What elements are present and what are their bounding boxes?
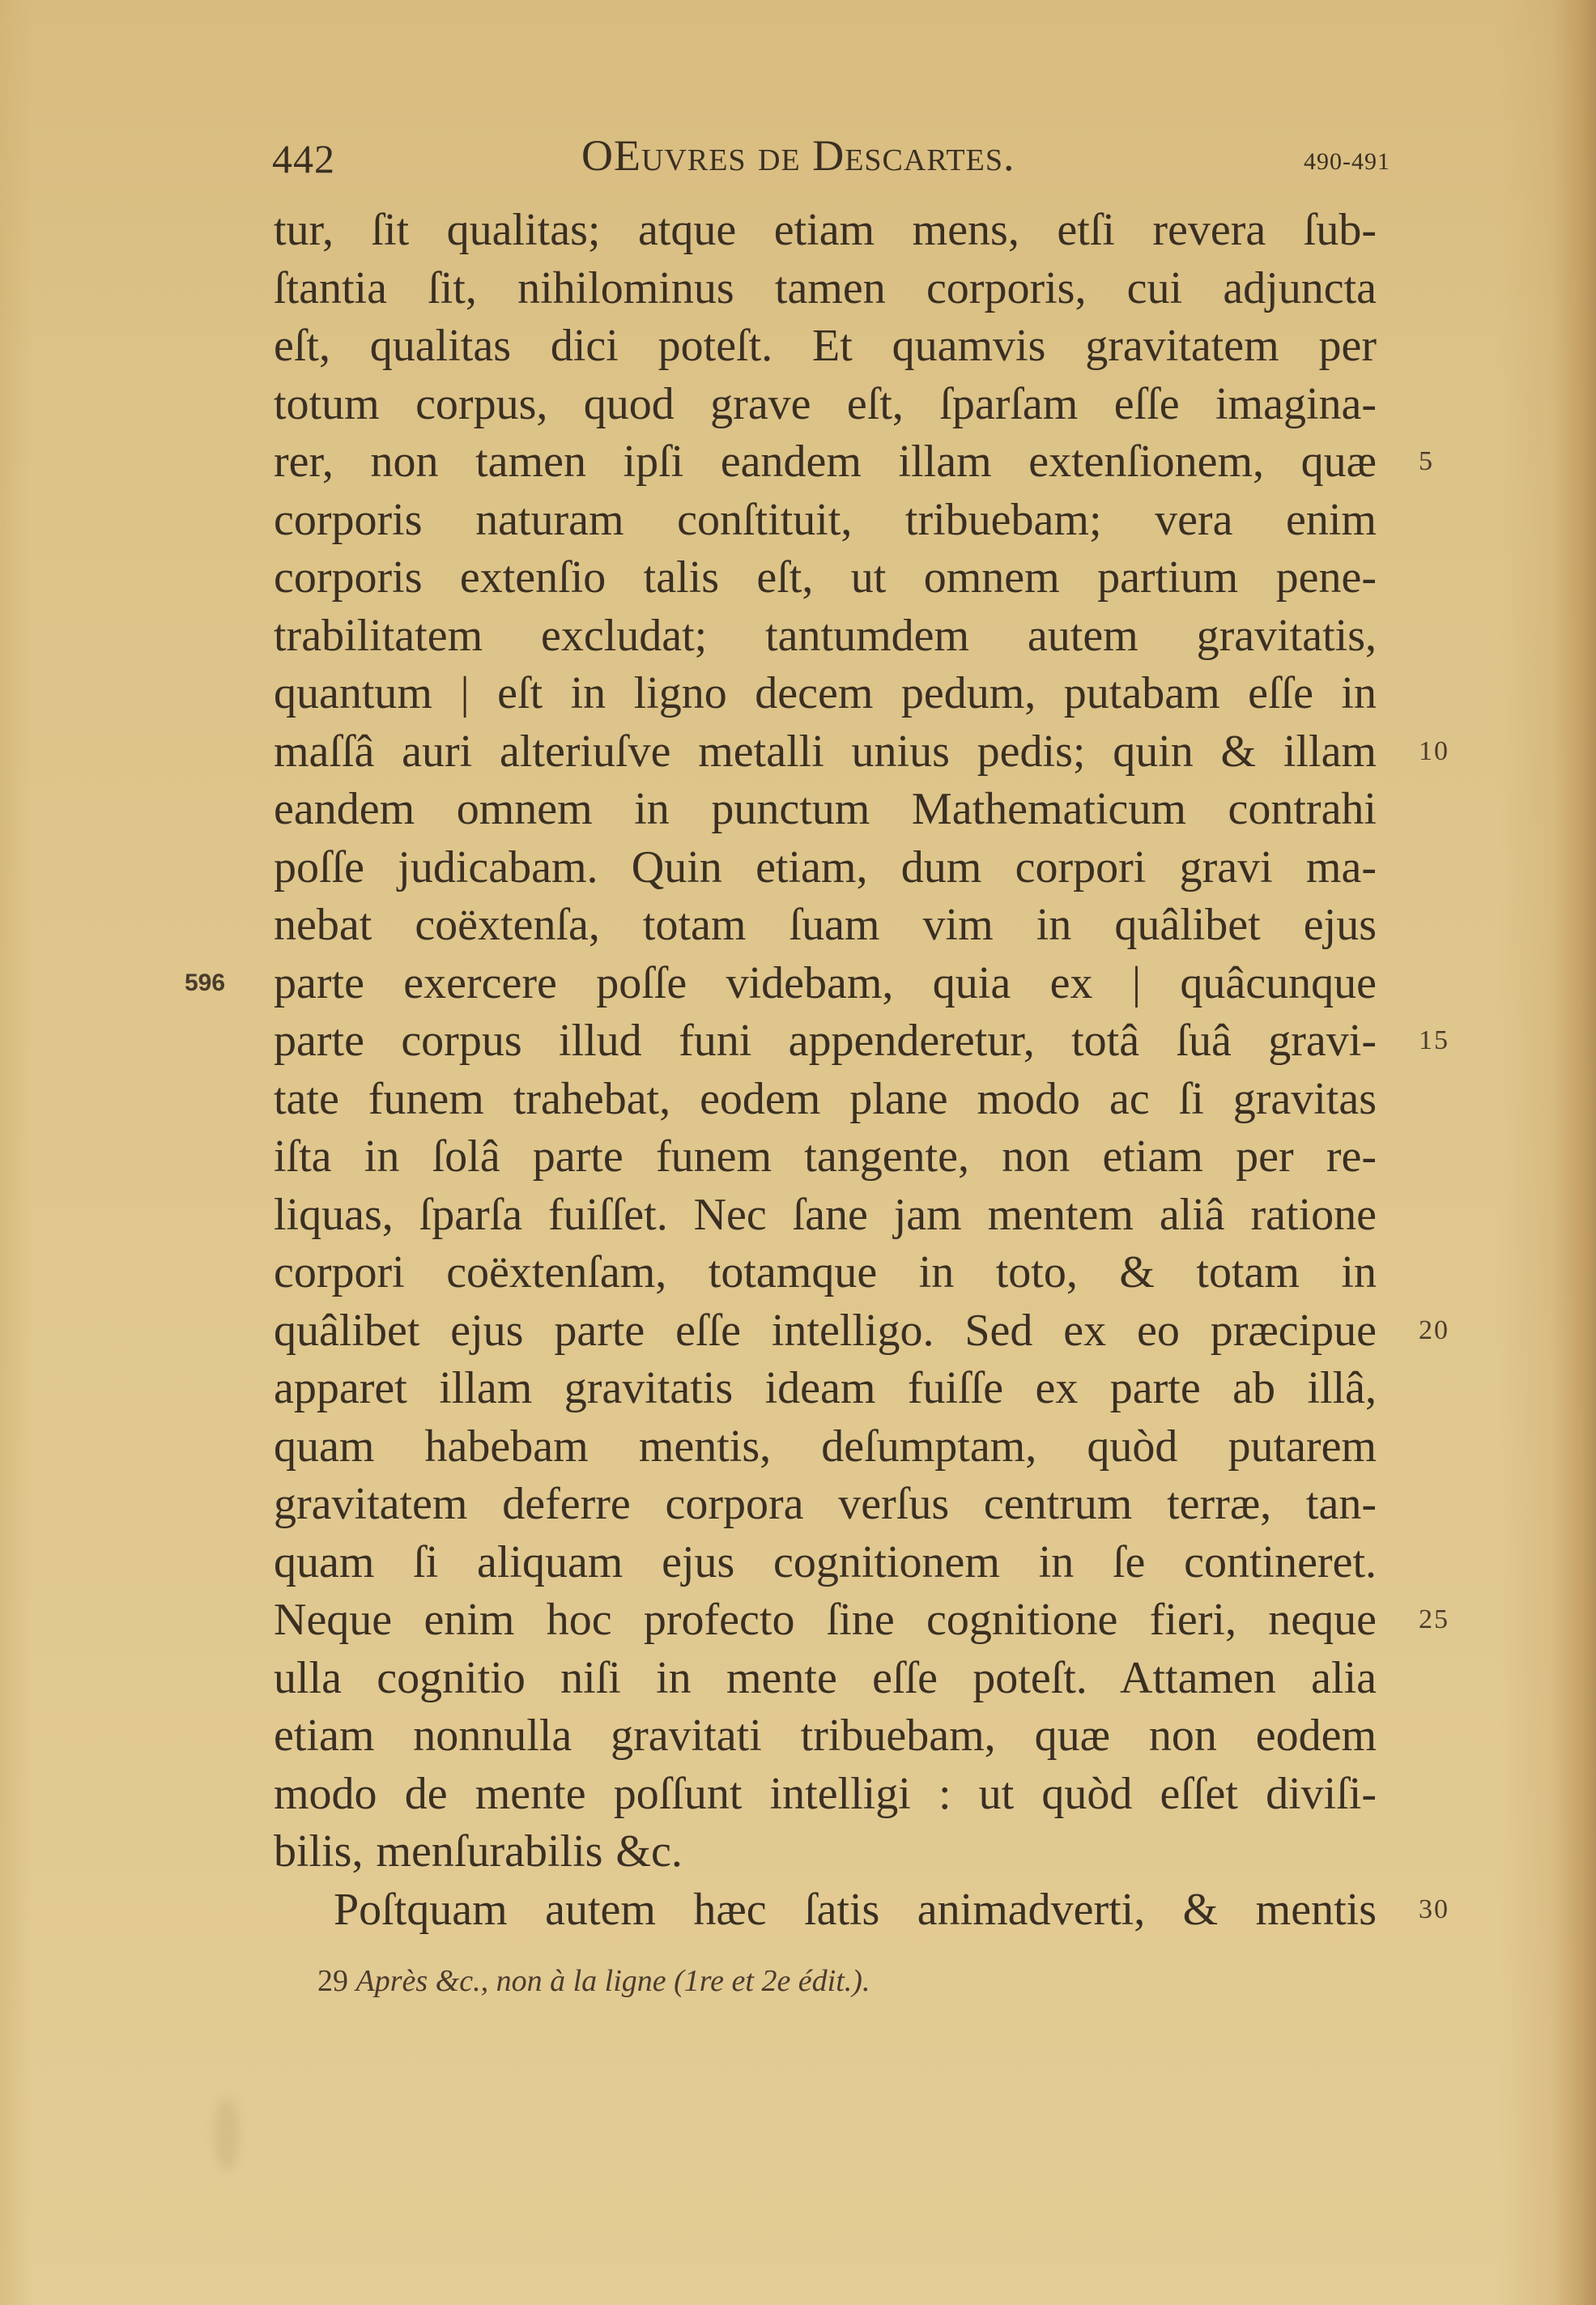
text-line: eandem omnem in punctum Mathematicum contrahi — [274, 784, 1377, 834]
text-line: rer, non tamen ipſi eandem illam extenſionem, quæ — [274, 437, 1377, 487]
line-number: 20 — [1419, 1315, 1449, 1345]
text-line: trabilitatem excludat; tantumdem autem gravitatis, — [274, 611, 1377, 661]
text-line: parte exercere poſſe videbam, quia ex | quâcunque — [274, 958, 1377, 1008]
text-line: quam ſi aliquam ejus cognitionem in ſe contineret. — [274, 1537, 1377, 1587]
line-number: 5 — [1419, 446, 1434, 476]
line-number: 25 — [1419, 1604, 1449, 1634]
text-line: quâlibet ejus parte eſſe intelligo. Sed ex eo præcipue — [274, 1306, 1377, 1356]
text-line: quantum | eſt in ligno decem pedum, putabam eſſe in — [274, 668, 1377, 718]
text-line: nebat coëxtenſa, totam ſuam vim in quâlibet ejus — [274, 900, 1377, 950]
text-line: totum corpus, quod grave eſt, ſparſam eſſe imagina- — [274, 379, 1377, 429]
text-line: tur, ſit qualitas; atque etiam mens, etſi revera ſub- — [274, 205, 1377, 255]
paper-stain — [215, 2098, 239, 2171]
page-number: 442 — [272, 136, 335, 181]
text-line: Neque enim hoc profecto ſine cognitione fieri, neque — [274, 1595, 1377, 1645]
text-line: poſſe judicabam. Quin etiam, dum corpori gravi ma- — [274, 842, 1377, 893]
text-line: eſt, qualitas dici poteſt. Et quamvis gravitatem per — [274, 321, 1377, 371]
text-line: apparet illam gravitatis ideam fuiſſe ex parte ab illâ, — [274, 1363, 1377, 1413]
text-line: corporis extenſio talis eſt, ut omnem partium pene- — [274, 552, 1377, 603]
footnote-line-ref: 29 — [317, 1964, 348, 1998]
line-number: 10 — [1419, 736, 1449, 766]
text-line: tate funem trahebat, eodem plane modo ac ſi gravitas — [274, 1074, 1377, 1124]
footnote — [317, 1962, 870, 2000]
line-number: 30 — [1419, 1894, 1449, 1924]
text-line-paragraph-start: Poſtquam autem hæc ſatis animadverti, & mentis — [334, 1885, 1377, 1935]
text-line: liquas, ſparſa fuiſſet. Nec ſane jam mentem aliâ ratione — [274, 1190, 1377, 1240]
footnote-text: Après &c., non à la ligne (1re et 2e édit.). — [355, 1964, 870, 1998]
text-line: bilis, menſurabilis &c. — [274, 1826, 683, 1877]
margin-page-reference: 596 — [185, 969, 226, 996]
text-line: etiam nonnulla gravitati tribuebam, quæ non eodem — [274, 1711, 1377, 1761]
text-line: modo de mente poſſunt intelligi : ut quòd eſſet diviſi- — [274, 1769, 1377, 1819]
book-title: OEuvres de Descartes. — [581, 131, 1015, 180]
text-line: gravitatem deferre corpora verſus centrum terræ, tan- — [274, 1479, 1377, 1529]
text-line: parte corpus illud funi appenderetur, totâ ſuâ gravi- — [274, 1016, 1377, 1066]
text-line: maſſâ auri alteriuſve metalli unius pedis; quin & illam — [274, 726, 1377, 777]
original-page-range: 490-491 — [1304, 148, 1390, 175]
page-edge-shadow-left — [0, 0, 32, 2305]
text-line: ſtantia ſit, nihilominus tamen corporis, cui adjuncta — [274, 263, 1377, 313]
text-line: quam habebam mentis, deſumptam, quòd putarem — [274, 1421, 1377, 1472]
text-line: iſta in ſolâ parte funem tangente, non etiam per re- — [274, 1131, 1377, 1182]
text-line: corpori coëxtenſam, totamque in toto, & totam in — [274, 1247, 1377, 1297]
text-line: corporis naturam conſtituit, tribuebam; vera enim — [274, 495, 1377, 545]
page-edge-shadow-right — [1499, 0, 1596, 2305]
line-number: 15 — [1419, 1025, 1449, 1055]
text-line: ulla cognitio niſi in mente eſſe poteſt. Attamen alia — [274, 1653, 1377, 1703]
